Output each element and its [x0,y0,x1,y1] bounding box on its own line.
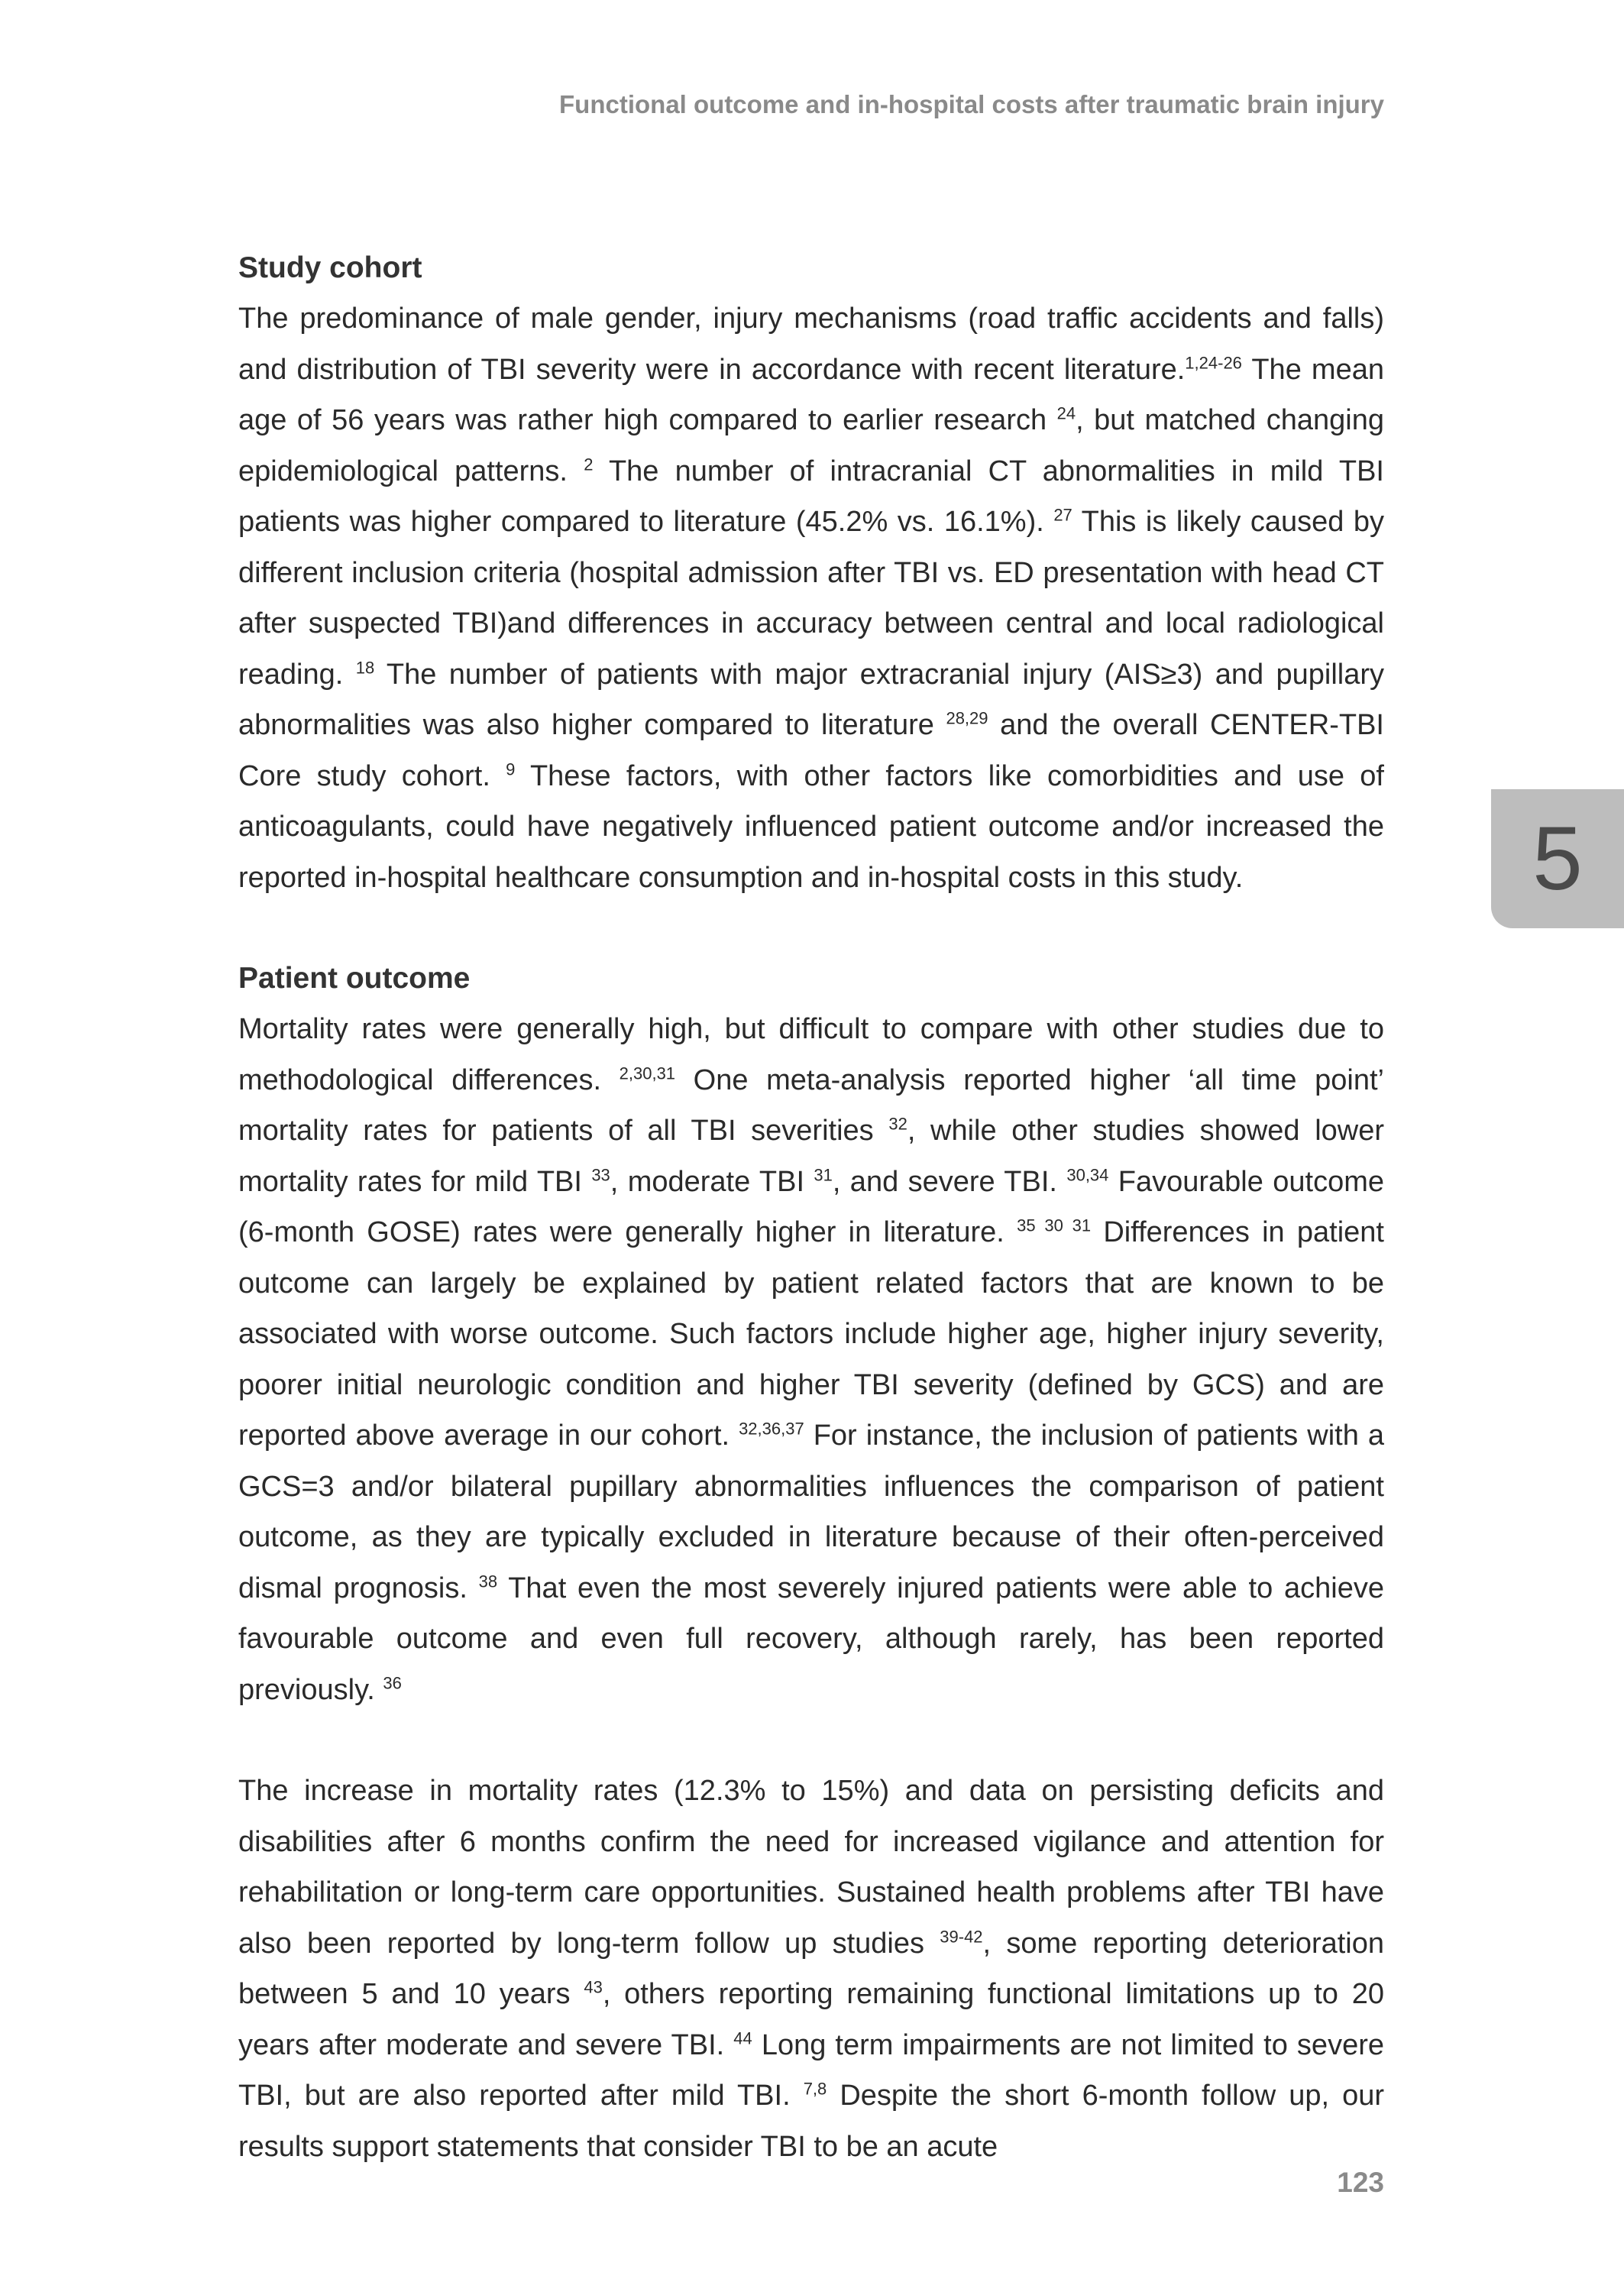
paragraph-text: The predominance of male gender, injury mechanisms (road traffic accidents and falls) and distribution of TBI severity were in accordance with recent literature. [238,303,1384,386]
citation: 27 [1053,505,1072,525]
paragraph-text: and the overall CENTER-TBI Core study cohort. [238,709,1384,792]
citation: 2,30,31 [619,1063,676,1083]
citation: 33 [591,1164,610,1184]
chapter-tab: 5 [1491,789,1624,928]
citation: 35 30 31 [1017,1216,1092,1235]
paragraph [238,1766,1384,2172]
paragraph-text: Despite the short 6-month follow up, our results support statements that consider TBI to be an acute [238,2080,1385,2163]
paragraph-text: Favourable outcome (6-month GOSE) rates were generally higher in literature. [238,1165,1384,1248]
citation: 43 [584,1977,603,1997]
paragraph [238,1004,1384,1715]
citation: 1,24-26 [1185,352,1242,372]
citation: 28,29 [946,708,988,728]
paragraph [238,293,1384,903]
section-heading: Patient outcome [238,962,471,995]
page-content [238,243,1384,2172]
paragraph-text: , moderate TBI [610,1165,814,1198]
citation: 9 [506,759,516,779]
citation: 31 [814,1164,833,1184]
paragraph-text: Mortality rates were generally high, but difficult to compare with other studies due to methodological differences. [238,1013,1384,1096]
paragraph-text: , some reporting deterioration between 5 and 10 years [238,1927,1385,2010]
paragraph-text: The increase in mortality rates (12.3% to 15%) and data on persisting deficits and disabilities after 6 months confirm the need for increased vigilance and attention for rehabilitation or long-term care opportunities. Sustained health problems after TBI have also been reported by long-term follow up studies [238,1775,1384,1960]
running-header: Functional outcome and in-hospital costs after traumatic brain injury [559,90,1384,118]
paragraph-text: Long term impairments are not limited to severe TBI, but are also reported after mild TBI. [238,2028,1384,2112]
citation: 18 [355,657,375,677]
citation: 7,8 [803,2079,827,2099]
citation: 32,36,37 [739,1419,804,1439]
section-patient-outcome-continued [238,1766,1384,2172]
section-patient-outcome [238,953,1384,1715]
paragraph-text: This is likely caused by different inclusion criteria (hospital admission after TBI vs. ED presentation with head CT after suspected TBI)and differences in accuracy between central and local radiological reading. [238,506,1385,691]
citation: 32 [888,1114,907,1134]
citation: 36 [383,1672,402,1692]
section-heading: Study cohort [238,251,422,284]
paragraph-text: , but matched changing epidemiological patterns. [238,404,1384,487]
citation: 24 [1056,403,1076,423]
citation: 39-42 [940,1926,983,1946]
paragraph-text: , and severe TBI. [832,1165,1067,1198]
paragraph-text: , others reporting remaining functional limitations up to 20 years after moderate and severe TBI. [238,1978,1384,2061]
paragraph-text: For instance, the inclusion of patients with a GCS=3 and/or bilateral pupillary abnormalities influences the comparison of patient outcome, as they are typically excluded in literature because of their often-perceived dismal prognosis. [238,1420,1384,1604]
section-study-cohort [238,243,1384,903]
paragraph-text: That even the most severely injured patients were able to achieve favourable outcome and even full recovery, although rarely, has been reported previously. [238,1572,1384,1706]
page-number: 123 [1337,2167,1384,2198]
citation: 38 [478,1571,498,1591]
paragraph-text: These factors, with other factors like comorbidities and use of anticoagulants, could have negatively influenced patient outcome and/or increased the reported in-hospital healthcare consumption and in-hospital costs in this study. [238,759,1384,894]
paragraph-text: , while other studies showed lower mortality rates for mild TBI [238,1115,1385,1198]
paragraph-text: The mean age of 56 years was rather high compared to earlier research [238,353,1384,436]
citation: 2 [584,454,594,474]
citation: 30,34 [1066,1164,1109,1184]
citation: 44 [733,2028,752,2048]
paragraph-text: Differences in patient outcome can largely be explained by patient related factors that are known to be associated with worse outcome. Such factors include higher age, higher injury severity, poorer initial neurologic condition and higher TBI severity (defined by GCS) and are reported above average in our cohort. [238,1216,1384,1452]
paragraph-text: The number of intracranial CT abnormalities in mild TBI patients was higher compared to literature (45.2% vs. 16.1%). [238,455,1384,538]
paragraph-text: The number of patients with major extracranial injury (AIS≥3) and pupillary abnormalities was also higher compared to literature [238,658,1384,741]
paragraph-text: One meta-analysis reported higher ‘all time point’ mortality rates for patients of all TBI severities [238,1063,1384,1147]
